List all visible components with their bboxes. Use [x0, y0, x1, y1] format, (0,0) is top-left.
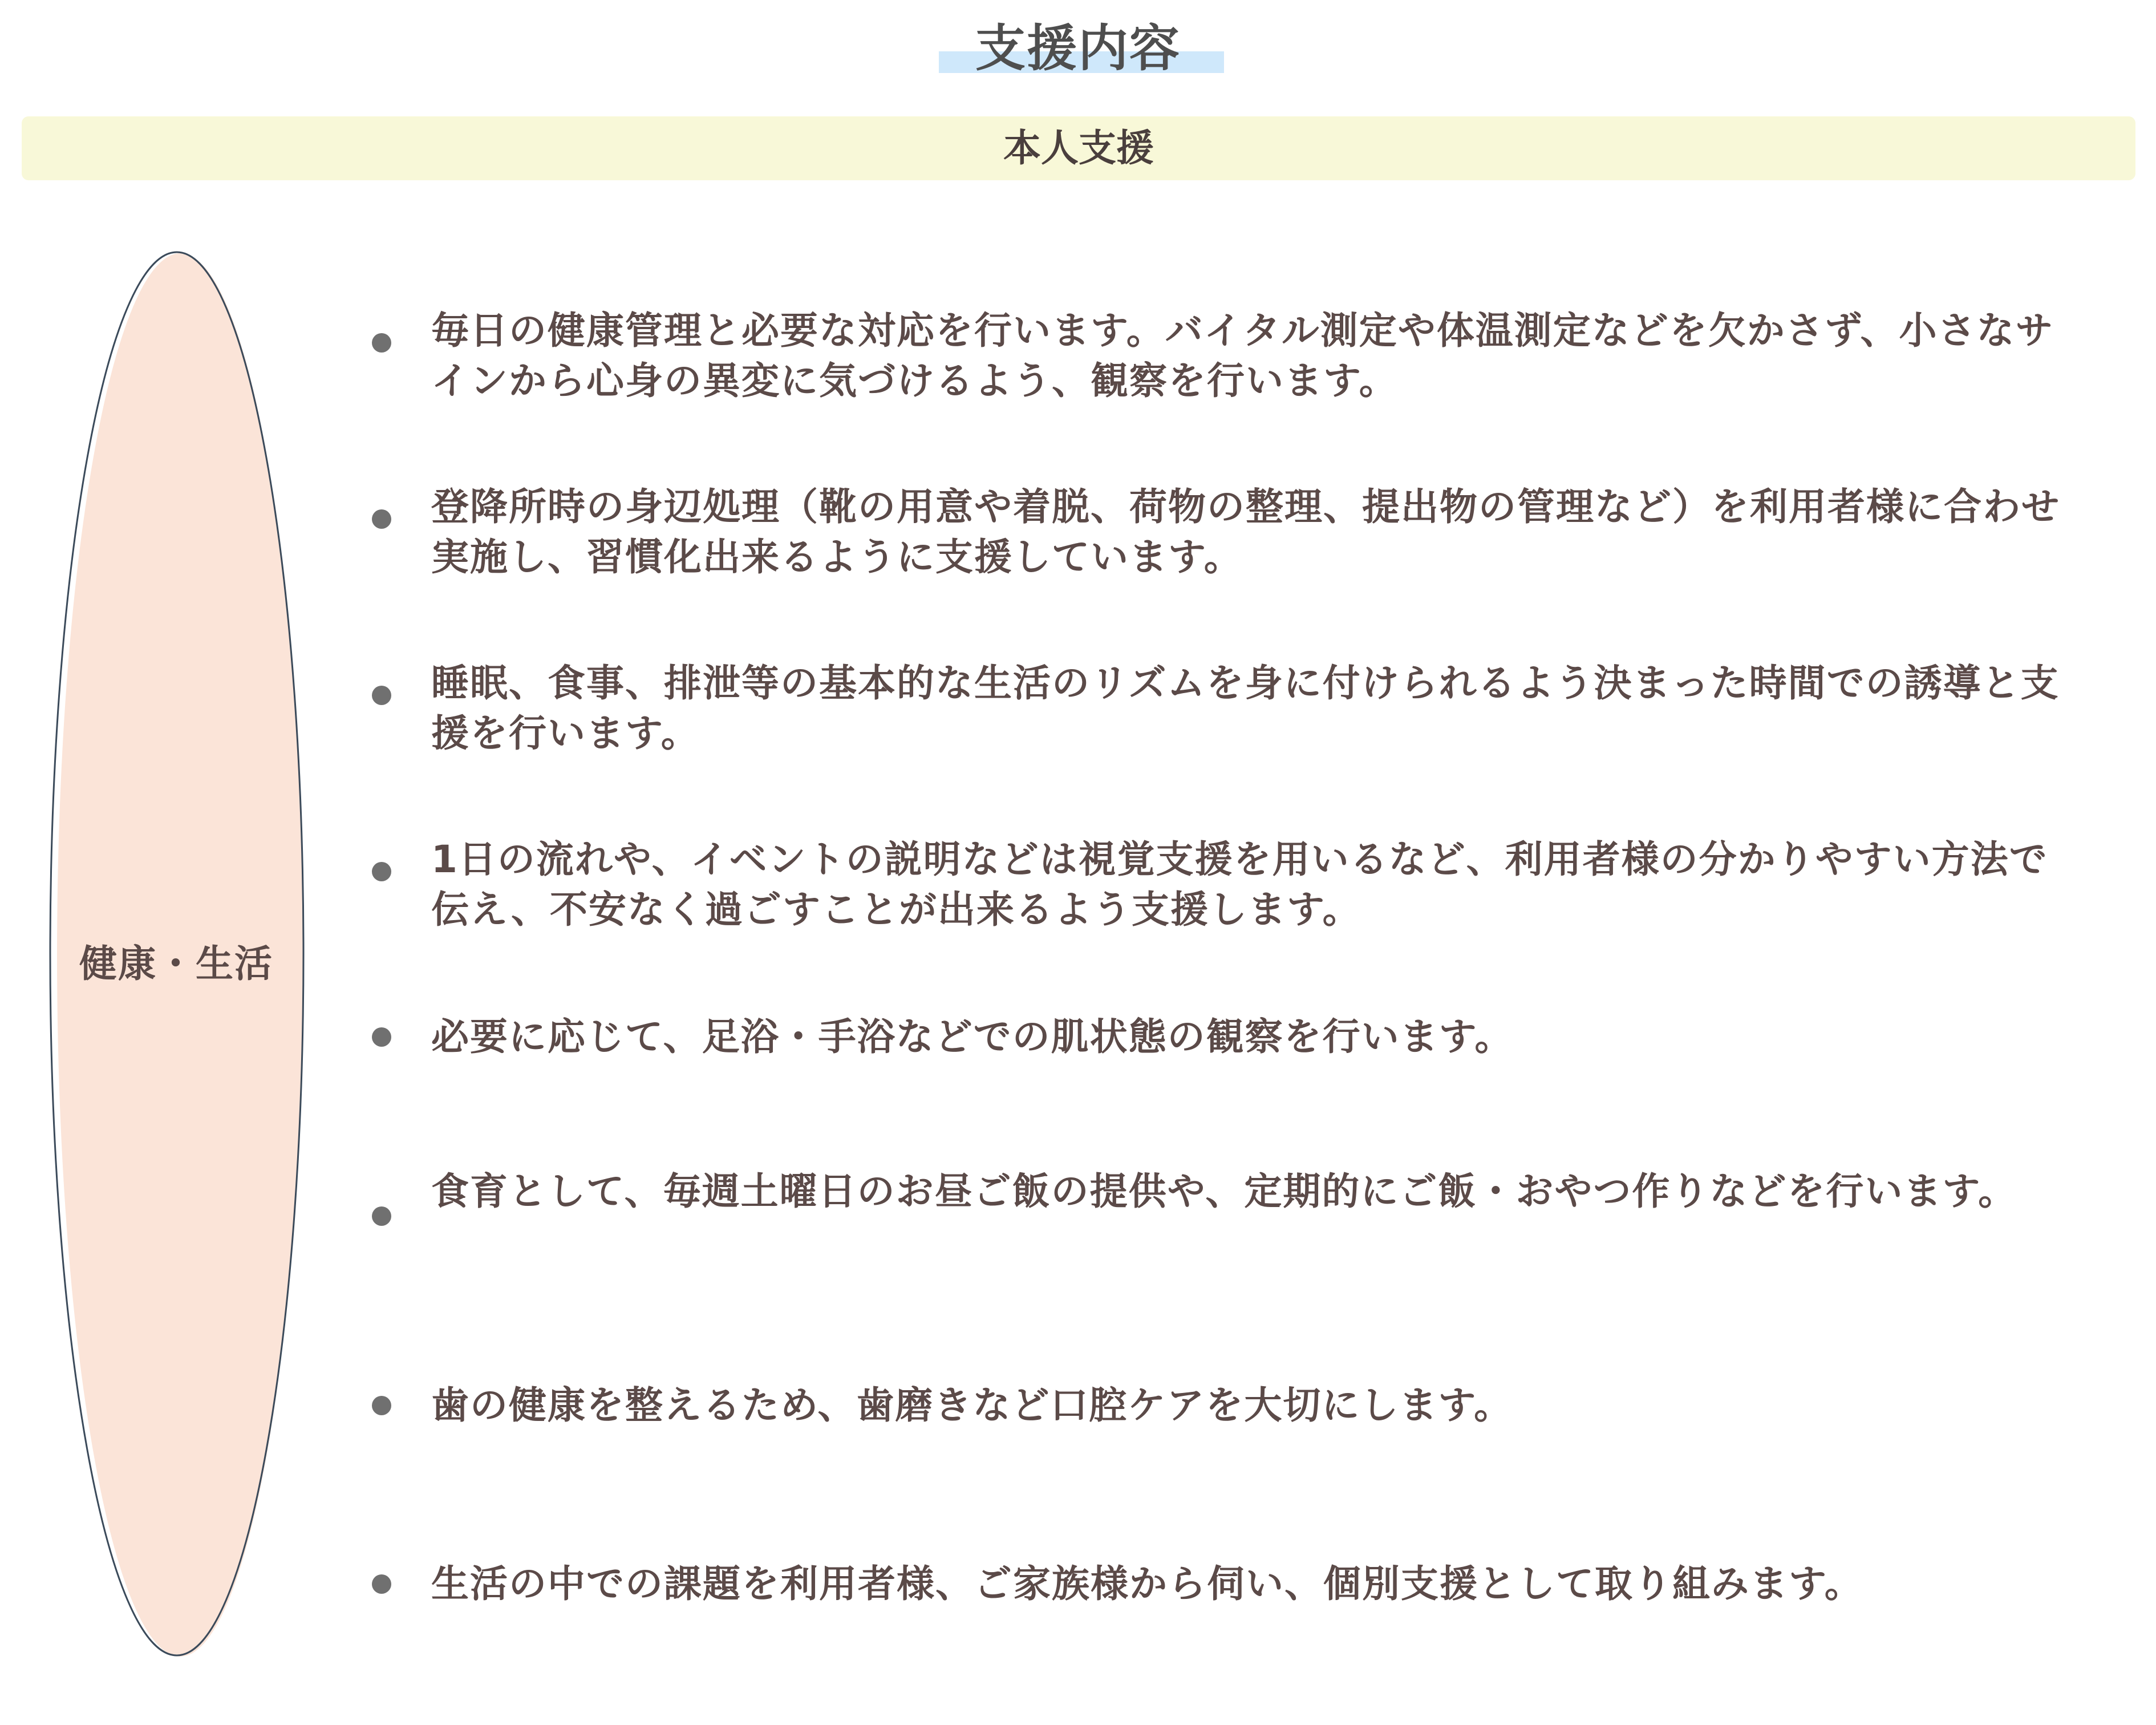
list-item-text: 食育として、毎週土曜日のお昼ご飯の提供や、定期的にご飯・おやつ作りなどを行います。: [431, 1169, 2017, 1213]
list-item-text: 1日の流れや、イベントの説明などは視覚支援を用いるなど、利用者様の分かりやすい方法で伝え、不安なく過ごすことが出来るよう支援します。: [431, 837, 2048, 932]
bullet-icon: [372, 1027, 391, 1047]
bullet-icon: [372, 686, 391, 705]
section-header: 本人支援: [22, 116, 2135, 180]
list-item-text: 必要に応じて、足浴・手浴などでの肌状態の観察を行います。: [431, 1015, 1514, 1059]
bullet-icon: [372, 862, 391, 881]
bullet-icon: [372, 1574, 391, 1594]
category-label: 健康・生活: [79, 942, 273, 986]
list-item-text: 毎日の健康管理と必要な対応を行います。バイタル測定や体温測定などを欠かさず、小さなサインから心身の異変に気づけるよう、観察を行います。: [431, 309, 2054, 403]
bullet-icon: [372, 333, 391, 353]
page-title: 支援内容: [975, 19, 1181, 78]
list-item-text: 登降所時の身辺処理（靴の用意や着脱、荷物の整理、提出物の管理など）を利用者様に合わせ実施し、習慣化出来るように支援しています。: [431, 485, 2060, 579]
list-item-text: 歯の健康を整えるため、歯磨きなど口腔ケアを大切にします。: [431, 1383, 1513, 1427]
list-item-text: 生活の中での課題を利用者様、ご家族様から伺い、個別支援として取り組みます。: [431, 1562, 1863, 1606]
list-item-text: 睡眠、食事、排泄等の基本的な生活のリズムを身に付けられるよう決まった時間での誘導と支援を行います。: [431, 661, 2060, 755]
bullet-icon: [372, 1396, 391, 1415]
bullet-icon: [372, 1206, 391, 1226]
bullet-icon: [372, 509, 391, 529]
